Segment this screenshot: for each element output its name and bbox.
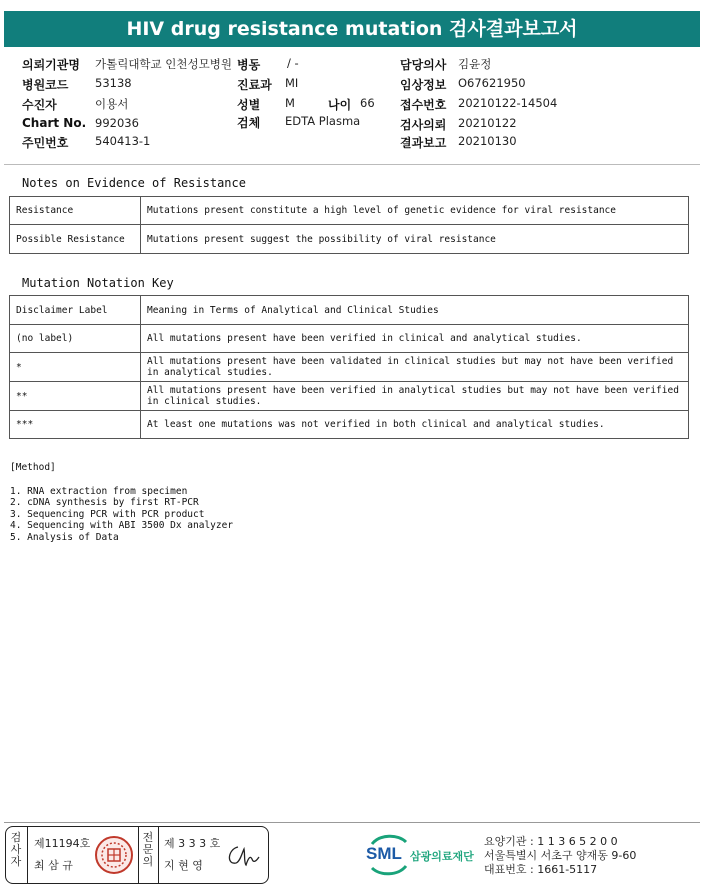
org-logo — [364, 832, 488, 876]
evidence-text: Mutations present constitute a high level of genetic evidence for viral resistance — [141, 197, 689, 225]
inst-number: 요양기관 : 1 1 3 6 5 2 0 0 — [484, 835, 618, 848]
hospital-code-label: 병원코드 — [22, 78, 69, 92]
specimen-value: EDTA Plasma — [285, 114, 361, 128]
notation-label: ** — [10, 382, 141, 411]
evidence-table — [9, 196, 689, 254]
notation-text-line2: in clinical studies. — [147, 396, 262, 407]
org-name: 삼광의료재단 — [410, 850, 474, 863]
examiner-name: 최 삼 규 — [34, 859, 73, 872]
id-value: 540413-1 — [95, 134, 151, 148]
sex-label: 성별 — [237, 98, 261, 112]
notation-text — [141, 382, 689, 411]
org-contact — [484, 835, 636, 877]
institution-value: 가톨릭대학교 인천성모병원 — [95, 57, 232, 71]
method-step: 1. RNA extraction from specimen — [10, 485, 188, 497]
method-step: 5. Analysis of Data — [10, 531, 119, 543]
doctor-label: 담당의사 — [400, 58, 447, 72]
table-row — [10, 197, 689, 225]
age-value: 66 — [360, 96, 375, 110]
report-value: 20210130 — [458, 134, 517, 148]
report-label: 결과보고 — [400, 136, 447, 150]
table-row — [10, 225, 689, 254]
patient-value: 이용서 — [95, 97, 129, 111]
table-row — [10, 411, 689, 439]
notation-text — [141, 353, 689, 382]
notation-text: At least one mutations was not verified in both clinical and analytical studies. — [141, 411, 689, 439]
org-address: 서울특별시 서초구 양재동 9-60 — [484, 849, 637, 862]
seal-icon — [94, 835, 134, 875]
examiner-label-text: 검 사 자 — [10, 831, 22, 868]
notation-label: * — [10, 353, 141, 382]
report-title: HIV drug resistance mutation 검사결과보고서 — [4, 11, 700, 47]
chart-label: Chart No. — [22, 116, 87, 130]
method-title: [Method] — [10, 462, 56, 473]
signature-box — [5, 826, 269, 884]
method-section — [10, 462, 233, 543]
divider — [27, 827, 28, 883]
org-abbr: SML — [366, 844, 402, 863]
specimen-label: 검체 — [237, 116, 261, 130]
notation-text: All mutations present have been verified in clinical and analytical studies. — [141, 325, 689, 353]
footer-divider — [4, 822, 700, 823]
evidence-label: Possible Resistance — [10, 225, 141, 254]
notation-text-line1: All mutations present have been verified in analytical studies but may not have been verified — [147, 385, 679, 396]
method-step: 4. Sequencing with ABI 3500 Dx analyzer — [10, 520, 234, 531]
table-row — [10, 296, 689, 325]
evidence-title: Notes on Evidence of Resistance — [22, 176, 246, 190]
ward-value: / - — [287, 56, 299, 70]
patient-info-header — [0, 48, 701, 160]
divider — [158, 827, 159, 883]
clinical-info-label: 임상정보 — [400, 78, 447, 92]
method-step: 3. Sequencing PCR with PCR product — [10, 508, 205, 520]
institution-label: 의뢰기관명 — [22, 58, 80, 72]
request-label: 검사의뢰 — [400, 118, 447, 132]
divider — [138, 827, 139, 883]
notation-label: (no label) — [10, 325, 141, 353]
header-divider — [4, 164, 700, 165]
notation-text-line1: All mutations present have been validated in clinical studies but may not have been verified — [147, 356, 674, 367]
clinical-info-value: O67621950 — [458, 76, 526, 90]
notation-title: Mutation Notation Key — [22, 276, 174, 290]
table-row — [10, 353, 689, 382]
table-row — [10, 382, 689, 411]
ward-label: 병동 — [237, 58, 261, 72]
receipt-label: 접수번호 — [400, 98, 447, 112]
evidence-text: Mutations present suggest the possibility of viral resistance — [141, 225, 689, 254]
request-value: 20210122 — [458, 116, 517, 130]
patient-label: 수진자 — [22, 98, 57, 112]
doctor-value: 김윤정 — [458, 57, 492, 71]
examiner-label — [9, 832, 23, 868]
hospital-code-value: 53138 — [95, 76, 132, 90]
signature-icon — [224, 841, 262, 871]
doctor-license: 제 3 3 3 호 — [164, 837, 221, 850]
doctor-sign-label-text: 전 문 의 — [142, 831, 154, 868]
notation-header-text: Meaning in Terms of Analytical and Clinical Studies — [141, 296, 689, 325]
doctor-sign-label — [141, 832, 155, 868]
notation-table — [9, 295, 689, 439]
dept-value: MI — [285, 76, 299, 90]
examiner-license: 제11194호 — [34, 837, 91, 850]
sex-value: M — [285, 96, 295, 110]
evidence-label: Resistance — [10, 197, 141, 225]
notation-header-label: Disclaimer Label — [10, 296, 141, 325]
chart-value: 992036 — [95, 116, 139, 130]
receipt-value: 20210122-14504 — [458, 96, 558, 110]
dept-label: 진료과 — [237, 78, 272, 92]
method-step: 2. cDNA synthesis by first RT-PCR — [10, 497, 199, 508]
id-label: 주민번호 — [22, 136, 69, 150]
org-phone: 대표번호 : 1661-5117 — [484, 863, 598, 876]
doctor-name: 지 현 영 — [164, 859, 203, 872]
notation-text-line2: in analytical studies. — [147, 367, 273, 378]
age-label: 나이 — [328, 98, 352, 112]
table-row — [10, 325, 689, 353]
notation-label: *** — [10, 411, 141, 439]
